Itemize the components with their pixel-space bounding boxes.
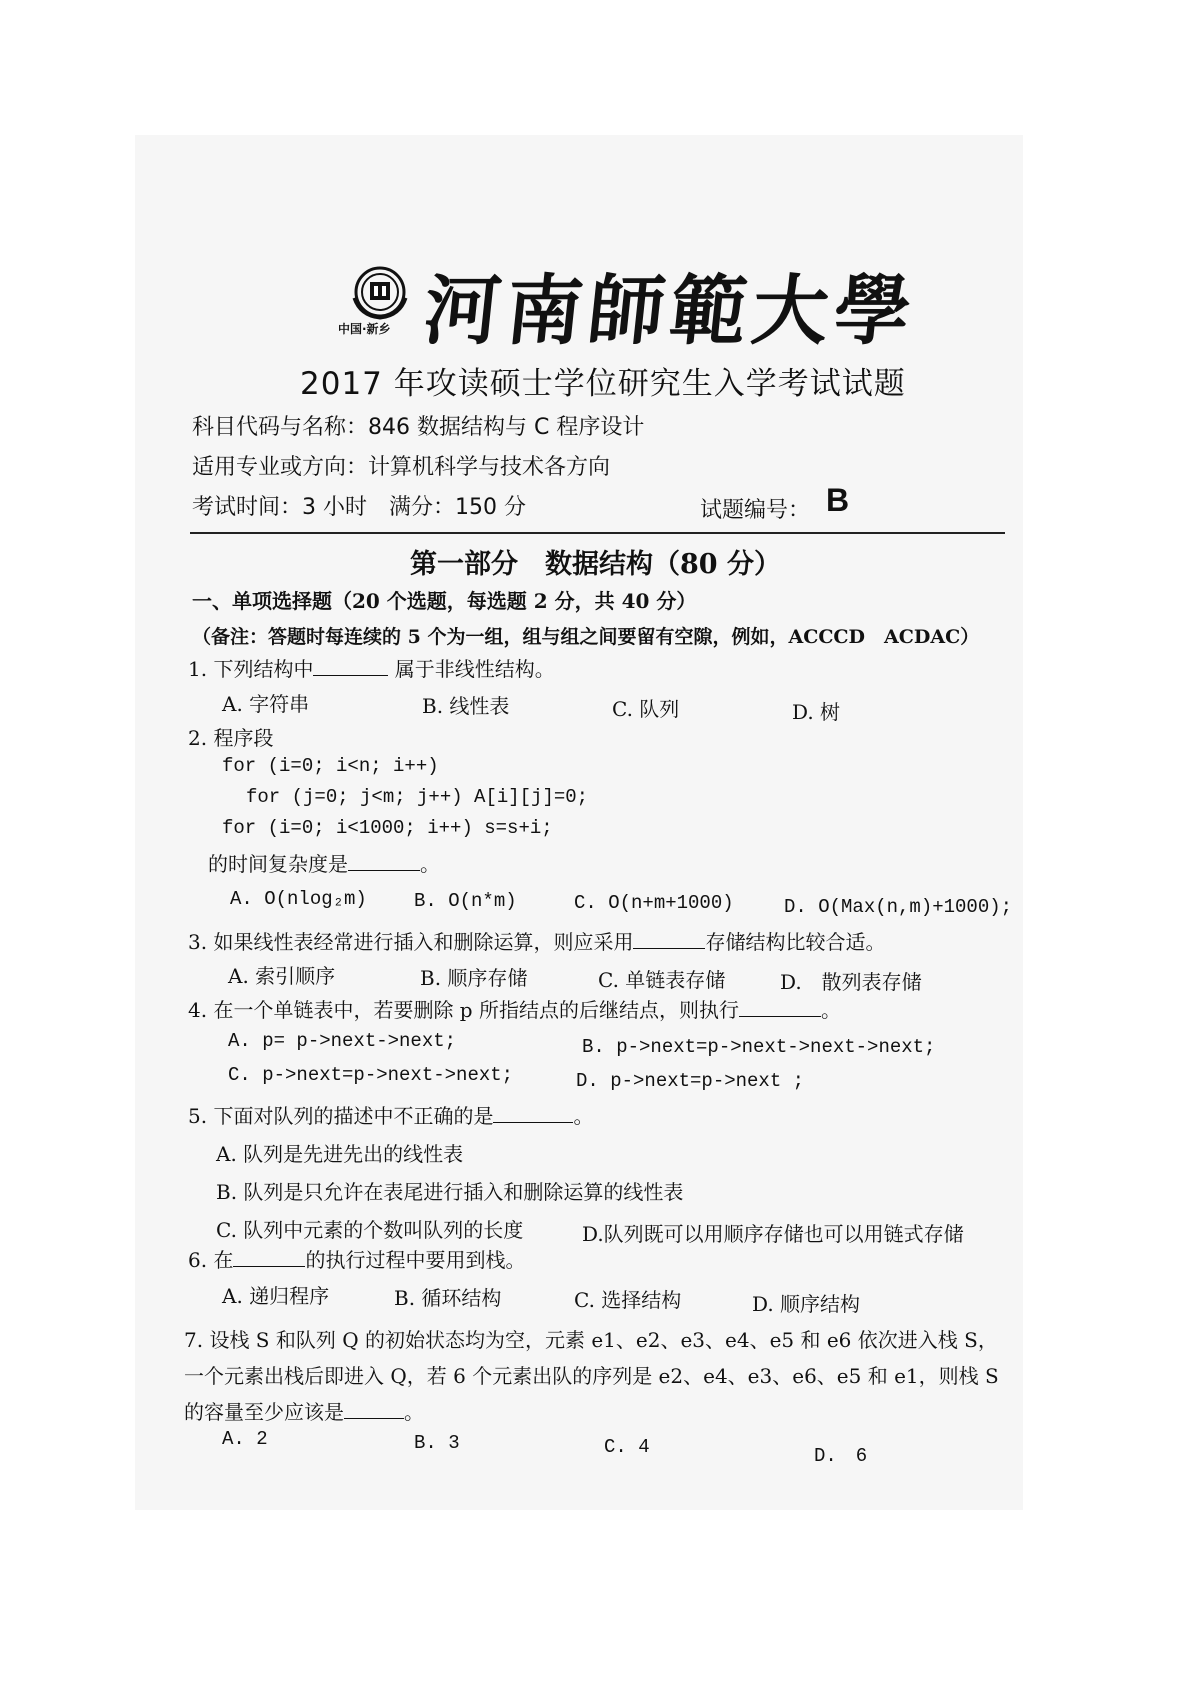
q2-option-b: B. O(n*m) (414, 890, 517, 912)
question-5 (188, 1100, 593, 1129)
question-6 (188, 1244, 525, 1273)
q1-option-c: C. 队列 (612, 697, 680, 721)
q2-tail (208, 848, 440, 877)
q2-tail-end: 。 (420, 852, 440, 876)
answer-blank (348, 850, 420, 871)
question-7-line-2: 一个元素出栈后即进入 Q，若 6 个元素出队的序列是 e2、e4、e3、e6、e5 和 e1，则栈 S (184, 1364, 999, 1388)
header-divider (190, 532, 1005, 534)
question-1-tail: 属于非线性结构。 (388, 657, 555, 681)
question-7-line-3 (184, 1396, 424, 1425)
question-5-tail: 。 (573, 1104, 594, 1128)
q4-option-c: C. p->next=p->next->next; (228, 1064, 514, 1086)
q2-tail-text: 的时间复杂度是 (208, 852, 348, 876)
q2-option-d: D. O(Max(n,m)+1000); (784, 896, 1013, 918)
question-4 (188, 994, 841, 1023)
question-4-tail: 。 (820, 998, 841, 1022)
subject-line: 科目代码与名称：846 数据结构与 C 程序设计 (192, 415, 645, 440)
university-name: 河南師範大學 (419, 266, 922, 355)
answer-blank (633, 928, 705, 949)
question-1-stem: 1. 下列结构中 (188, 657, 314, 681)
q7-option-b: B. 3 (414, 1432, 460, 1454)
question-2-stem: 2. 程序段 (188, 726, 274, 750)
code-value: B (826, 482, 850, 518)
q5-option-c: C. 队列中元素的个数叫队列的长度 (216, 1218, 524, 1242)
q3-option-c: C. 单链表存储 (598, 968, 726, 992)
q2-option-c: C. O(n+m+1000) (574, 892, 734, 914)
question-3-stem: 3. 如果线性表经常进行插入和删除运算，则应采用 (188, 930, 634, 954)
q3-option-b: B. 顺序存储 (420, 966, 528, 990)
q1-option-b: B. 线性表 (422, 694, 510, 718)
q1-option-a: A. 字符串 (222, 692, 310, 716)
answer-blank (313, 655, 388, 676)
q6-option-d: D. 顺序结构 (752, 1292, 861, 1316)
q7-option-a: A. 2 (222, 1428, 268, 1450)
q4-option-a: A. p= p->next->next; (228, 1030, 457, 1052)
q6-option-b: B. 循环结构 (394, 1286, 502, 1310)
q6-option-c: C. 选择结构 (574, 1288, 682, 1312)
logo-caption: 中国·新乡 (338, 322, 391, 336)
question-7-tail: 。 (404, 1400, 424, 1424)
exam-title: 2017 年攻读硕士学位研究生入学考试试题 (300, 366, 906, 402)
part-title: 第一部分 数据结构（80 分） (410, 549, 781, 580)
q7-option-d: D. 6 (814, 1445, 868, 1467)
question-3 (188, 926, 885, 955)
q2-code-line-1: for (i=0; i<n; i++) (222, 755, 439, 777)
q1-option-d: D. 树 (792, 700, 841, 724)
time-score-line: 考试时间：3 小时 满分：150 分 (192, 495, 526, 520)
question-5-stem: 5. 下面对队列的描述中不正确的是 (188, 1104, 494, 1128)
q2-option-a: A. O(nlog₂m) (230, 888, 367, 910)
question-7-stem: 的容量至少应该是 (184, 1400, 344, 1424)
question-6-tail: 的执行过程中要用到栈。 (305, 1248, 526, 1272)
q5-option-a: A. 队列是先进先出的线性表 (216, 1142, 464, 1166)
q6-option-a: A. 递归程序 (222, 1284, 330, 1308)
major-line: 适用专业或方向：计算机科学与技术各方向 (192, 455, 611, 480)
question-1 (188, 653, 555, 682)
question-7-line-1: 7. 设栈 S 和队列 Q 的初始状态均为空，元素 e1、e2、e3、e4、e5 和 e6 依次进入栈 S， (184, 1328, 998, 1352)
q2-code-line-2: for (j=0; j<m; j++) A[i][j]=0; (246, 786, 589, 808)
question-4-stem: 4. 在一个单链表中，若要删除 p 所指结点的后继结点，则执行 (188, 998, 739, 1022)
q2-code-line-3: for (i=0; i<1000; i++) s=s+i; (222, 817, 553, 839)
answer-blank (233, 1246, 305, 1267)
q7-option-c: C. 4 (604, 1436, 650, 1458)
q4-option-b: B. p->next=p->next->next->next; (582, 1036, 936, 1058)
code-label: 试题编号： (700, 498, 811, 523)
question-3-tail: 存储结构比较合适。 (705, 930, 886, 954)
q5-option-d: D.队列既可以用顺序存储也可以用链式存储 (582, 1222, 964, 1246)
q5-option-b: B. 队列是只允许在表尾进行插入和删除运算的线性表 (216, 1180, 684, 1204)
q3-option-a: A. 索引顺序 (228, 964, 336, 988)
section-title: 一、单项选择题（20 个选题，每选题 2 分，共 40 分） (192, 589, 697, 613)
q3-option-d: D. 散列表存储 (780, 970, 922, 994)
question-6-stem: 6. 在 (188, 1248, 234, 1272)
answer-note: （备注：答题时每连续的 5 个为一组，组与组之间要留有空隙，例如，ACCCD ACDAC） (192, 626, 980, 648)
q4-option-d: D. p->next=p->next ; (576, 1070, 805, 1092)
answer-blank (739, 996, 821, 1017)
answer-blank (493, 1102, 573, 1123)
answer-blank (344, 1398, 404, 1419)
